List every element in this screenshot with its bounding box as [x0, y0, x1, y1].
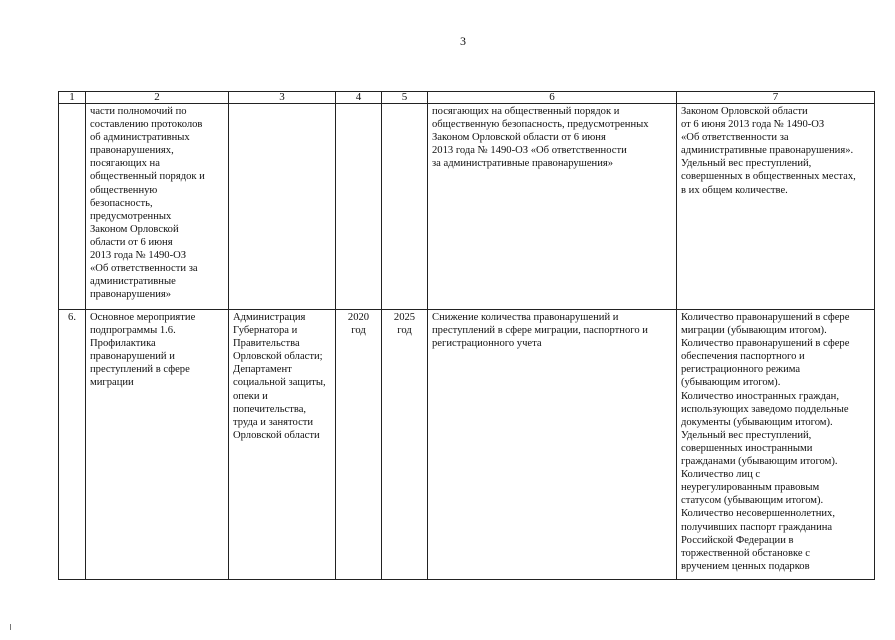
- start-year-cell: [336, 104, 382, 310]
- executor-cell: Администрация Губернатора и Правительства Орловской области; Департамент социальной защиты, опеки и попечительства, труда и занятости Орловской области: [229, 310, 336, 580]
- column-header-6: 6: [428, 92, 677, 104]
- column-header-4: 4: [336, 92, 382, 104]
- column-header-7: 7: [677, 92, 875, 104]
- column-header-3: 3: [229, 92, 336, 104]
- scan-mark: [10, 624, 11, 630]
- executor-cell: [229, 104, 336, 310]
- column-number-row: [59, 92, 875, 104]
- measure-cell: части полномочий по составлению протоколов об административных правонарушениях, посягающих на общественный порядок и общественную безопасность, предусмотренных Законом Орловской области от 6 июня 2013 года № 1490-ОЗ «Об ответственности за административные правонарушения»: [86, 104, 229, 310]
- page-number: 3: [460, 34, 466, 48]
- table-row: [59, 310, 875, 580]
- indicators-cell: Количество правонарушений в сфере миграции (убывающим итогом). Количество правонарушений в сфере обеспечения паспортного и регистрационного режима (убывающим итогом). Количество иностранных граждан, использующих заведомо поддельные документы (убывающим итогом). Удельный вес преступлений, совершенных иностранными гражданами (убывающим итогом). Количество лиц с неурегулированным правовым статусом (убывающим итогом). Количество несовершеннолетних, получивших паспорт гражданина Российской Федерации в торжественной обстановке с вручением ценных подарков: [677, 310, 875, 580]
- row-number: [59, 104, 86, 310]
- end-year-cell: [382, 104, 428, 310]
- column-header-1: 1: [59, 92, 86, 104]
- result-cell: Снижение количества правонарушений и преступлений в сфере миграции, паспортного и регистрационного учета: [428, 310, 677, 580]
- start-year-cell: 2020 год: [336, 310, 382, 580]
- row-number: 6.: [59, 310, 86, 580]
- result-cell: посягающих на общественный порядок и общественную безопасность, предусмотренных Законом Орловской области от 6 июня 2013 года № 1490-ОЗ «Об ответственности за административные правонарушения»: [428, 104, 677, 310]
- program-table: [58, 91, 875, 580]
- column-header-2: 2: [86, 92, 229, 104]
- end-year-cell: 2025 год: [382, 310, 428, 580]
- measure-cell: Основное мероприятие подпрограммы 1.6. Профилактика правонарушений и преступлений в сфере миграции: [86, 310, 229, 580]
- table-row: [59, 104, 875, 310]
- column-header-5: 5: [382, 92, 428, 104]
- indicators-cell: Законом Орловской области от 6 июня 2013 года № 1490-ОЗ «Об ответственности за административные правонарушения». Удельный вес преступлений, совершенных в общественных местах, в их общем количестве.: [677, 104, 875, 310]
